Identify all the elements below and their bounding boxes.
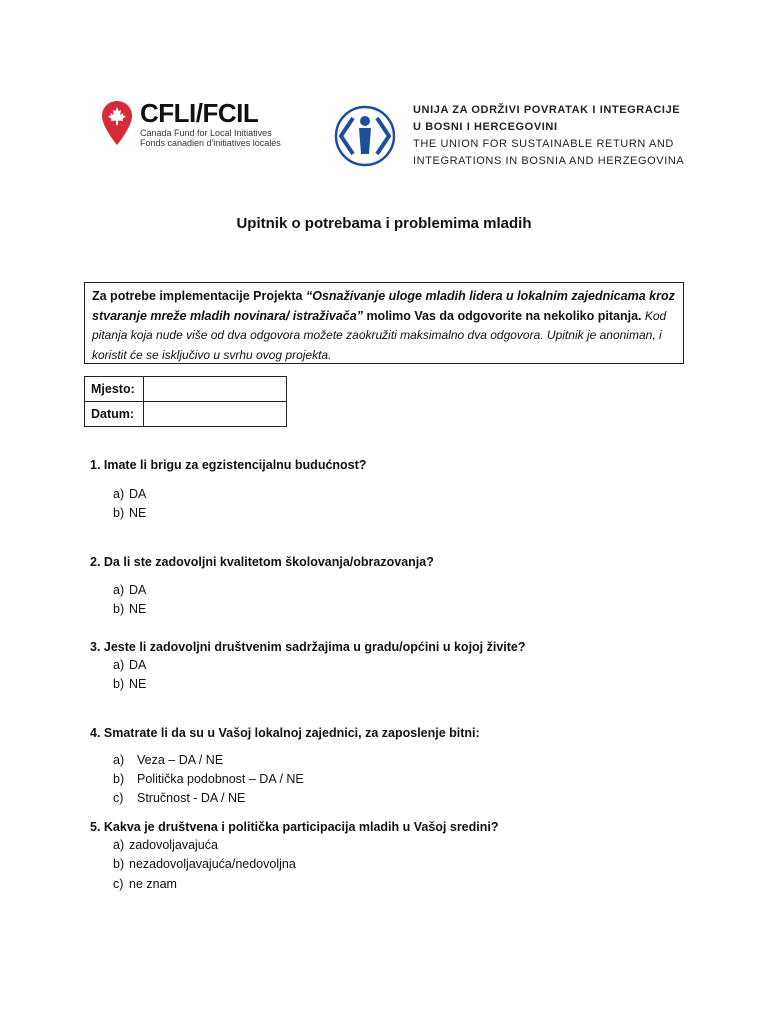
date-field[interactable] [144, 402, 287, 427]
answer-mark: b) [113, 506, 125, 520]
question-2: 2. Da li ste zadovoljni kvalitetom školovanja/obrazovanja? [90, 555, 434, 569]
document-title: Upitnik o potrebama i problemima mladih [236, 215, 532, 232]
cfli-title: CFLI/FCIL [140, 98, 259, 128]
answer-mark: b) [113, 677, 125, 691]
answer-text: ne znam [129, 877, 177, 891]
place-row [85, 377, 287, 402]
answer-mark: c) [113, 877, 124, 891]
date-row [85, 402, 287, 427]
date-label: Datum: [85, 402, 144, 427]
intro-part1: Za potrebe implementacije Projekta [92, 289, 306, 303]
answer-option[interactable] [113, 877, 177, 891]
union-name-line3: THE UNION FOR SUSTAINABLE RETURN AND [413, 138, 674, 150]
union-name-line4: INTEGRATIONS IN BOSNIA AND HERZEGOVINA [413, 155, 685, 167]
question-1: 1. Imate li brigu za egzistencijalnu budućnost? [90, 458, 367, 472]
answer-option[interactable] [113, 583, 146, 597]
answer-option[interactable] [113, 602, 146, 616]
place-field[interactable] [144, 377, 287, 402]
answer-option[interactable] [113, 857, 296, 871]
answer-mark: a) [113, 838, 125, 852]
union-name-line1: UNIJA ZA ODRŽIVI POVRATAK I INTEGRACIJE [413, 104, 681, 116]
question-3: 3. Jeste li zadovoljni društvenim sadržajima u gradu/općini u kojoj živite? [90, 640, 526, 654]
answer-mark: c) [113, 791, 124, 805]
union-name-line2: U BOSNI I HERCEGOVINI [413, 121, 558, 133]
answer-mark: a) [113, 583, 125, 597]
maple-leaf-pin-icon [100, 100, 134, 146]
answer-option[interactable] [113, 753, 223, 767]
place-label: Mjesto: [85, 377, 144, 402]
answer-text: DA [129, 487, 147, 501]
union-logo [333, 102, 685, 172]
answer-mark: b) [113, 772, 125, 786]
answer-mark: a) [113, 753, 125, 767]
answer-text: NE [129, 602, 147, 616]
answer-mark: b) [113, 857, 125, 871]
answer-text: zadovoljavajuća [129, 838, 218, 852]
answer-option[interactable] [113, 506, 146, 520]
question-4: 4. Smatrate li da su u Vašoj lokalnoj zajednici, za zaposlenje bitni: [90, 726, 480, 740]
place-date-table [84, 376, 287, 427]
answer-option[interactable] [113, 677, 146, 691]
answer-mark: b) [113, 602, 125, 616]
answer-text: nezadovoljavajuća/nedovoljna [129, 857, 296, 871]
answer-text: DA [129, 658, 147, 672]
answer-mark: a) [113, 658, 125, 672]
answer-text: NE [129, 677, 147, 691]
union-emblem-icon [333, 104, 397, 168]
answer-option[interactable] [113, 838, 218, 852]
answer-option[interactable] [113, 791, 245, 805]
answer-text: NE [129, 506, 147, 520]
question-5: 5. Kakva je društvena i politička participacija mladih u Vašoj sredini? [90, 820, 499, 834]
answer-option[interactable] [113, 772, 304, 786]
cfli-subtitle-fr: Fonds canadien d'initiatives locales [140, 138, 281, 148]
intro-project-name: “Osnaživanje uloge mladih lidera u lokalnim zajednicama kroz stvaranje mreže mladih novinara/ istraživača” [92, 289, 675, 323]
answer-text: Veza – DA / NE [137, 753, 224, 767]
cfli-logo [100, 98, 315, 148]
intro-note: Kod pitanja koja nude više od dva odgovora možete zaokružiti maksimalno dva odgovora. Upitnik je anoniman, i koristit će se isključivo u svrhu ovog projekta. [92, 308, 667, 362]
intro-box [84, 282, 684, 364]
answer-option[interactable] [113, 487, 146, 501]
answer-text: Politička podobnost – DA / NE [137, 772, 304, 786]
answer-text: DA [129, 583, 147, 597]
answer-text: Stručnost - DA / NE [137, 791, 246, 805]
answer-mark: a) [113, 487, 125, 501]
cfli-subtitle-en: Canada Fund for Local Initiatives [140, 128, 272, 138]
answer-option[interactable] [113, 658, 146, 672]
intro-part2: molimo Vas da odgovorite na nekoliko pitanja. [362, 308, 642, 323]
